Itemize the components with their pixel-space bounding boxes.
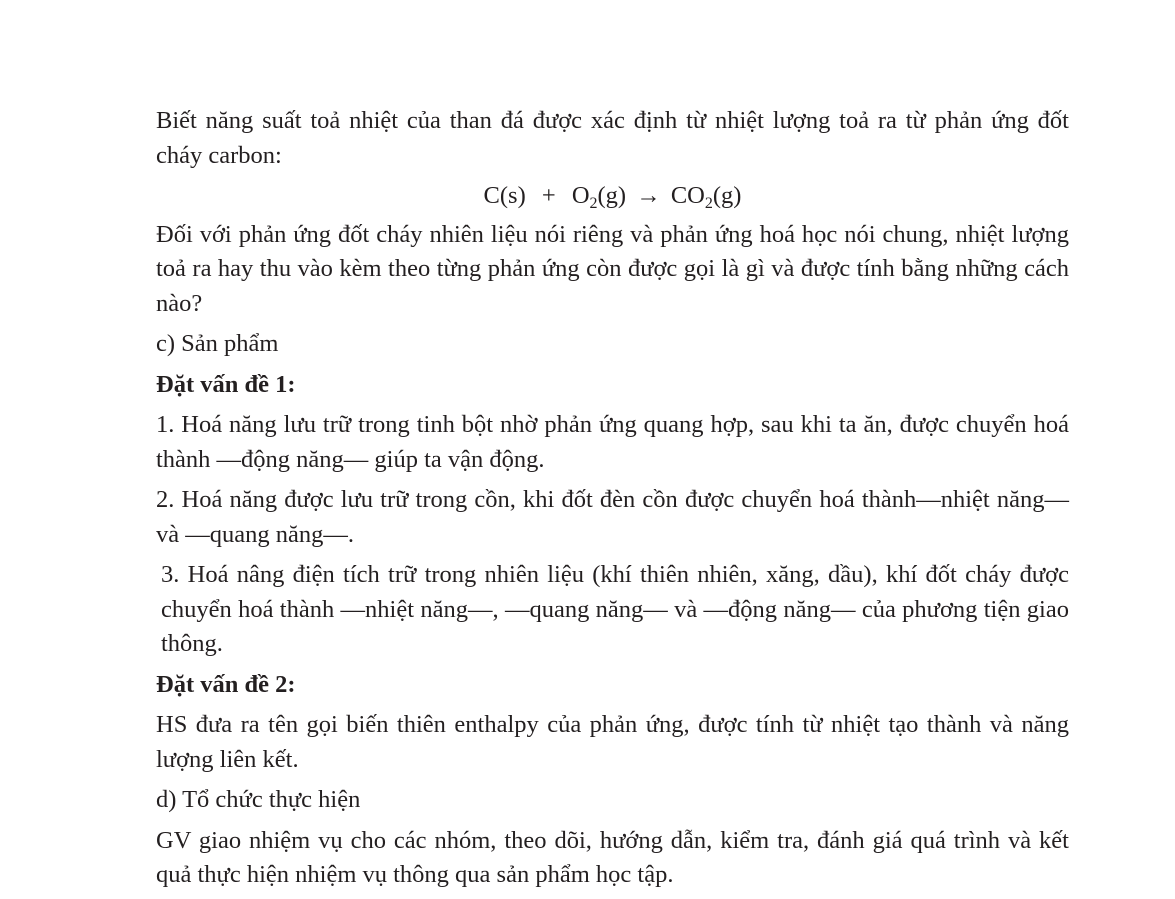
problem2-heading: Đặt vấn đề 2: (156, 670, 296, 698)
document-page (156, 104, 1069, 899)
equation-reactant-carbon: C(s) (483, 182, 526, 209)
problem1-item-3: 3. Hoá nâng điện tích trữ trong nhiên liệu (khí thiên nhiên, xăng, dầu), khí đốt cháy được chuyển hoá thành —nhiệt năng—, —quang năng— và —động năng— của phương tiện giao thông. (161, 561, 1069, 657)
problem1-item-2: 2. Hoá năng được lưu trữ trong cồn, khi đốt đèn cồn được chuyển hoá thành—nhiệt năng— và —quang năng—. (156, 486, 1069, 548)
gv-paragraph: GV giao nhiệm vụ cho các nhóm, theo dõi, hướng dẫn, kiểm tra, đánh giá quá trình và kết quả thực hiện nhiệm vụ thông qua sản phẩm học tập. (156, 826, 1069, 888)
section-c-heading: c) Sản phẩm (156, 330, 279, 357)
equation-plus: + (541, 182, 556, 209)
section-d-heading: d) Tổ chức thực hiện (156, 786, 361, 813)
equation-reactant-oxygen: $O_2(g)$ (571, 182, 627, 212)
question-paragraph: Đối với phản ứng đốt cháy nhiên liệu nói riêng và phản ứng hoá học nói chung, nhiệt lượng toả ra hay thu vào kèm theo từng phản ứng còn được gọi là gì và được tính bằng những cách nào? (156, 220, 1069, 317)
problem2-answer: HS đưa ra tên gọi biến thiên enthalpy của phản ứng, được tính từ nhiệt tạo thành và năng lượng liên kết. (156, 711, 1069, 773)
problem1-heading: Đặt vấn đề 1: (156, 370, 296, 398)
equation-arrow: → (636, 182, 661, 209)
equation-product-co2: $CO_2(g)$ (670, 182, 742, 212)
intro-paragraph: Biết năng suất toả nhiệt của than đá được xác định từ nhiệt lượng toả ra từ phản ứng đốt cháy carbon: (156, 107, 1069, 169)
combustion-equation (156, 179, 1069, 214)
problem1-item-1: 1. Hoá năng lưu trữ trong tinh bột nhờ phản ứng quang hợp, sau khi ta ăn, được chuyển hoá thành —động năng— giúp ta vận động. (156, 411, 1069, 473)
